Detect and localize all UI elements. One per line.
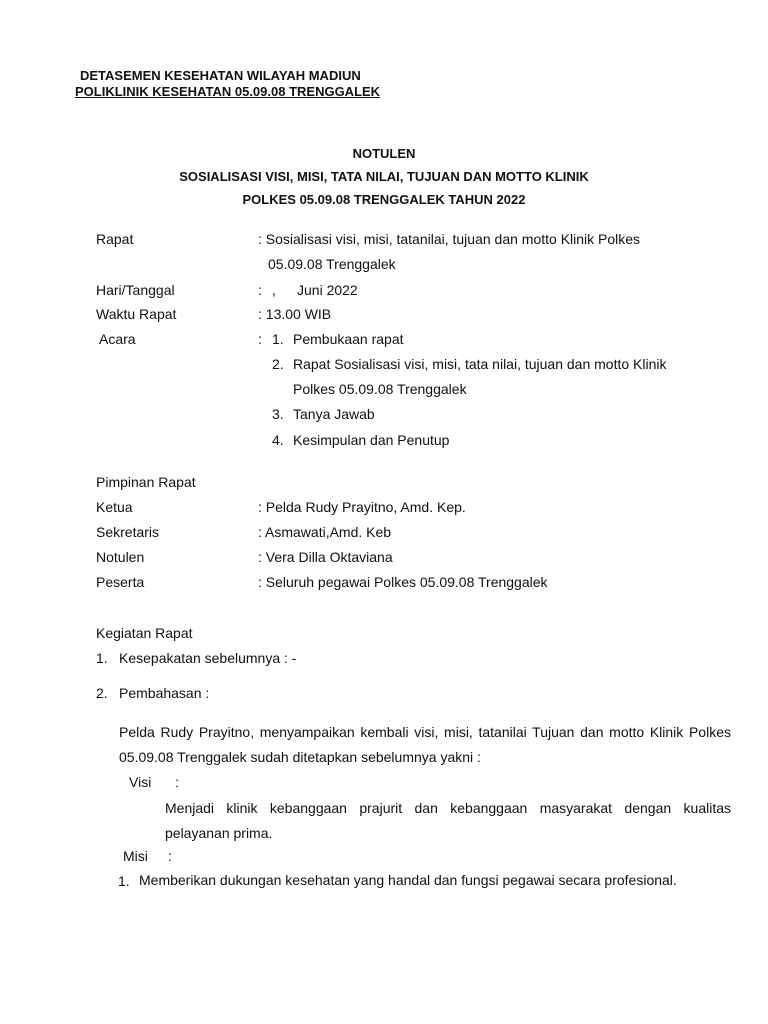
kegiatan-item-num: 2. [96,685,108,701]
sekretaris-value: : Asmawati,Amd. Keb [258,524,392,540]
hari-tanggal-value: Juni 2022 [297,282,358,298]
acara-item-text: Pembukaan rapat [293,331,404,347]
kegiatan-item-num: 1. [96,650,108,666]
acara-item-num: 3. [272,406,284,422]
misi-label: Misi [123,848,148,864]
misi-colon: : [168,848,172,864]
rapat-value: : Sosialisasi visi, misi, tatanilai, tujuan dan motto Klinik Polkes [258,231,641,247]
acara-item-text: Rapat Sosialisasi visi, misi, tata nilai, tujuan dan motto Klinik [293,356,667,372]
peserta-value: : Seluruh pegawai Polkes 05.09.08 Trenggalek [258,574,548,590]
acara-label: Acara [99,331,136,347]
hari-tanggal-colon: : [258,282,262,298]
doc-subtitle-2: POLKES 05.09.08 TRENGGALEK TAHUN 2022 [242,192,526,207]
waktu-rapat-value: : 13.00 WIB [258,306,332,322]
waktu-rapat-label: Waktu Rapat [96,306,177,322]
hari-tanggal-label: Hari/Tanggal [96,282,175,298]
doc-subtitle-1: SOSIALISASI VISI, MISI, TATA NILAI, TUJUAN DAN MOTTO KLINIK [179,169,589,184]
visi-colon: : [175,774,179,790]
acara-item-num: 2. [272,356,284,372]
acara-item-text-cont: Polkes 05.09.08 Trenggalek [293,381,467,397]
org-name-line1: DETASEMEN KESEHATAN WILAYAH MADIUN [80,68,361,83]
peserta-label: Peserta [96,574,145,590]
pembahasan-text: Pembahasan : [119,685,210,701]
notulen-value: : Vera Dilla Oktaviana [258,549,393,565]
kegiatan-rapat-heading: Kegiatan Rapat [96,625,193,641]
hari-tanggal-comma: , [272,282,276,298]
kesepakatan-text: Kesepakatan sebelumnya : - [119,650,297,666]
misi-item-text: Memberikan dukungan kesehatan yang handal dan fungsi pegawai secara profesional. [139,872,677,888]
pimpinan-rapat-heading: Pimpinan Rapat [96,474,196,490]
visi-text: Menjadi klinik kebanggaan prajurit dan kebanggaan masyarakat dengan kualitas pelayanan prima. [165,800,731,841]
rapat-value-cont: 05.09.08 Trenggalek [268,256,396,272]
ketua-label: Ketua [96,499,133,515]
visi-label: Visi [129,774,152,790]
sekretaris-label: Sekretaris [96,524,160,540]
misi-item-num: 1. [118,873,130,889]
org-name-line2: POLIKLINIK KESEHATAN 05.09.08 TRENGGALEK [75,84,381,99]
acara-item-num: 4. [272,432,284,448]
doc-title: NOTULEN [352,146,416,161]
acara-item-text: Kesimpulan dan Penutup [293,432,450,448]
ketua-value: : Pelda Rudy Prayitno, Amd. Kep. [258,499,466,515]
pembahasan-paragraph: Pelda Rudy Prayitno, menyampaikan kembali visi, misi, tatanilai Tujuan dan motto Klinik Polkes 05.09.08 Trenggalek sudah ditetapkan sebelumnya yakni : [119,724,731,765]
acara-colon: : [258,331,262,347]
acara-item-num: 1. [272,331,284,347]
rapat-label: Rapat [96,231,134,247]
acara-item-text: Tanya Jawab [293,406,375,422]
notulen-label: Notulen [96,549,145,565]
